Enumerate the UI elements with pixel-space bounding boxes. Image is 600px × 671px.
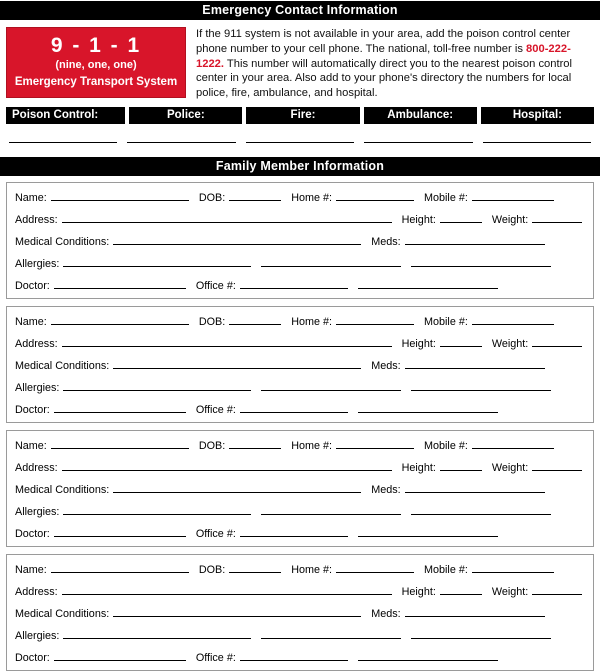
member-row-allergies	[15, 379, 585, 394]
input-allergies[interactable]	[63, 627, 251, 639]
input-name[interactable]	[51, 189, 189, 201]
contact-line-fire[interactable]	[246, 142, 354, 143]
contact-label-ambulance: Ambulance:	[364, 107, 477, 124]
input-address[interactable]	[62, 459, 392, 471]
input-mobile-number[interactable]	[472, 437, 554, 449]
contact-label-bars	[0, 103, 600, 124]
member-row-identity	[15, 189, 585, 204]
input-office-number[interactable]	[240, 649, 348, 661]
member-row-address	[15, 335, 585, 350]
input-weight[interactable]	[532, 335, 582, 347]
label-office-number: Office #:	[195, 279, 236, 292]
contact-label-hospital: Hospital:	[481, 107, 594, 124]
contact-line-police[interactable]	[127, 142, 235, 143]
input-doctor[interactable]	[54, 401, 186, 413]
input-address[interactable]	[62, 583, 392, 595]
label-address: Address:	[15, 461, 58, 474]
input-meds-continued[interactable]	[411, 627, 551, 639]
input-weight[interactable]	[532, 459, 582, 471]
label-address: Address:	[15, 213, 58, 226]
badge-transport-system: Emergency Transport System	[14, 76, 178, 89]
family-section-header-wrap	[0, 143, 600, 176]
label-height: Height:	[401, 213, 436, 226]
label-name: Name:	[15, 191, 47, 204]
label-weight: Weight:	[491, 213, 529, 226]
input-dob[interactable]	[229, 561, 281, 573]
label-home-number: Home #:	[291, 439, 333, 452]
input-allergies-continued[interactable]	[261, 627, 401, 639]
poison-control-number: 800-222-1222.	[196, 42, 571, 70]
label-height: Height:	[401, 585, 436, 598]
member-row-address	[15, 459, 585, 474]
label-doctor: Doctor:	[15, 527, 50, 540]
family-member-cards	[0, 176, 600, 671]
label-dob: DOB:	[198, 315, 226, 328]
input-allergies-continued[interactable]	[261, 503, 401, 515]
input-dob[interactable]	[229, 437, 281, 449]
label-home-number: Home #:	[291, 315, 333, 328]
input-dob[interactable]	[229, 189, 281, 201]
contact-label-police: Police:	[129, 107, 242, 124]
emergency-paragraph-part1: If the 911 system is not available in your area, add the poison control center phone number to your cell phone. The national, toll-free number is	[196, 28, 571, 55]
input-name[interactable]	[51, 313, 189, 325]
input-allergies[interactable]	[63, 503, 251, 515]
emergency-911-badge	[6, 27, 186, 98]
input-meds[interactable]	[405, 233, 545, 245]
input-doctor-extra[interactable]	[358, 277, 498, 289]
label-home-number: Home #:	[291, 191, 333, 204]
member-row-medical	[15, 233, 585, 248]
input-meds-continued[interactable]	[411, 255, 551, 267]
input-home-number[interactable]	[336, 561, 414, 573]
label-allergies: Allergies:	[15, 505, 60, 518]
label-weight: Weight:	[491, 461, 529, 474]
input-weight[interactable]	[532, 211, 582, 223]
input-doctor[interactable]	[54, 649, 186, 661]
input-address[interactable]	[62, 211, 392, 223]
badge-number-words: (nine, one, one)	[55, 59, 137, 72]
input-home-number[interactable]	[336, 189, 414, 201]
member-row-identity	[15, 313, 585, 328]
input-height[interactable]	[440, 335, 482, 347]
label-meds: Meds:	[371, 235, 401, 248]
label-allergies: Allergies:	[15, 629, 60, 642]
label-medical-conditions: Medical Conditions:	[15, 235, 110, 248]
label-dob: DOB:	[198, 439, 226, 452]
input-meds-continued[interactable]	[411, 379, 551, 391]
label-office-number: Office #:	[195, 651, 236, 664]
badge-number: 9 - 1 - 1	[50, 34, 142, 57]
label-weight: Weight:	[491, 585, 529, 598]
label-weight: Weight:	[491, 337, 529, 350]
label-allergies: Allergies:	[15, 257, 60, 270]
emergency-info-row	[0, 20, 600, 103]
member-row-doctor	[15, 277, 585, 292]
label-doctor: Doctor:	[15, 651, 50, 664]
member-row-doctor	[15, 401, 585, 416]
contact-line-hospital[interactable]	[483, 142, 591, 143]
input-allergies-continued[interactable]	[261, 255, 401, 267]
input-meds[interactable]	[405, 481, 545, 493]
family-member-card-3	[6, 430, 594, 547]
input-name[interactable]	[51, 561, 189, 573]
label-medical-conditions: Medical Conditions:	[15, 483, 110, 496]
member-row-doctor	[15, 525, 585, 540]
input-office-number[interactable]	[240, 401, 348, 413]
member-row-doctor	[15, 649, 585, 664]
member-row-allergies	[15, 503, 585, 518]
label-mobile-number: Mobile #:	[424, 439, 468, 452]
member-row-identity	[15, 561, 585, 576]
label-doctor: Doctor:	[15, 403, 50, 416]
member-row-medical	[15, 481, 585, 496]
input-office-number[interactable]	[240, 525, 348, 537]
input-allergies[interactable]	[63, 379, 251, 391]
input-meds[interactable]	[405, 605, 545, 617]
input-doctor[interactable]	[54, 525, 186, 537]
label-medical-conditions: Medical Conditions:	[15, 607, 110, 620]
member-row-address	[15, 583, 585, 598]
label-doctor: Doctor:	[15, 279, 50, 292]
contact-label-fire: Fire:	[246, 107, 359, 124]
label-name: Name:	[15, 563, 47, 576]
member-row-allergies	[15, 255, 585, 270]
input-office-number[interactable]	[240, 277, 348, 289]
input-medical-conditions[interactable]	[113, 233, 361, 245]
contact-write-lines	[0, 142, 600, 143]
label-meds: Meds:	[371, 607, 401, 620]
input-medical-conditions[interactable]	[113, 357, 361, 369]
input-height[interactable]	[440, 459, 482, 471]
input-doctor[interactable]	[54, 277, 186, 289]
contact-line-ambulance[interactable]	[364, 142, 472, 143]
input-doctor-extra[interactable]	[358, 525, 498, 537]
member-row-address	[15, 211, 585, 226]
member-row-medical	[15, 357, 585, 372]
input-meds-continued[interactable]	[411, 503, 551, 515]
input-doctor-extra[interactable]	[358, 401, 498, 413]
label-home-number: Home #:	[291, 563, 333, 576]
label-allergies: Allergies:	[15, 381, 60, 394]
label-dob: DOB:	[198, 191, 226, 204]
contact-label-poison-control: Poison Control:	[6, 107, 125, 124]
family-section-title: Family Member Information	[0, 157, 600, 176]
input-weight[interactable]	[532, 583, 582, 595]
input-medical-conditions[interactable]	[113, 481, 361, 493]
emergency-paragraph	[186, 27, 594, 101]
label-medical-conditions: Medical Conditions:	[15, 359, 110, 372]
emergency-section-title: Emergency Contact Information	[0, 1, 600, 20]
label-meds: Meds:	[371, 359, 401, 372]
input-mobile-number[interactable]	[472, 313, 554, 325]
input-allergies[interactable]	[63, 255, 251, 267]
label-meds: Meds:	[371, 483, 401, 496]
member-row-medical	[15, 605, 585, 620]
input-allergies-continued[interactable]	[261, 379, 401, 391]
input-home-number[interactable]	[336, 313, 414, 325]
label-height: Height:	[401, 337, 436, 350]
input-mobile-number[interactable]	[472, 561, 554, 573]
input-mobile-number[interactable]	[472, 189, 554, 201]
label-office-number: Office #:	[195, 527, 236, 540]
label-address: Address:	[15, 337, 58, 350]
label-address: Address:	[15, 585, 58, 598]
label-dob: DOB:	[198, 563, 226, 576]
family-member-card-1	[6, 182, 594, 299]
family-member-card-2	[6, 306, 594, 423]
member-row-identity	[15, 437, 585, 452]
label-office-number: Office #:	[195, 403, 236, 416]
emergency-paragraph-part2: This number will automatically direct you to the nearest poison control center in your area. Also add to your phone's directory the numbers for local police, fire, ambulance, and hospital.	[196, 57, 573, 100]
label-name: Name:	[15, 315, 47, 328]
label-height: Height:	[401, 461, 436, 474]
input-doctor-extra[interactable]	[358, 649, 498, 661]
member-row-allergies	[15, 627, 585, 642]
label-mobile-number: Mobile #:	[424, 191, 468, 204]
label-mobile-number: Mobile #:	[424, 315, 468, 328]
input-height[interactable]	[440, 211, 482, 223]
input-dob[interactable]	[229, 313, 281, 325]
emergency-section-header-wrap	[0, 0, 600, 20]
label-mobile-number: Mobile #:	[424, 563, 468, 576]
family-member-card-4	[6, 554, 594, 671]
label-name: Name:	[15, 439, 47, 452]
input-home-number[interactable]	[336, 437, 414, 449]
contact-line-poison-control[interactable]	[9, 142, 117, 143]
input-meds[interactable]	[405, 357, 545, 369]
input-address[interactable]	[62, 335, 392, 347]
input-name[interactable]	[51, 437, 189, 449]
input-height[interactable]	[440, 583, 482, 595]
input-medical-conditions[interactable]	[113, 605, 361, 617]
